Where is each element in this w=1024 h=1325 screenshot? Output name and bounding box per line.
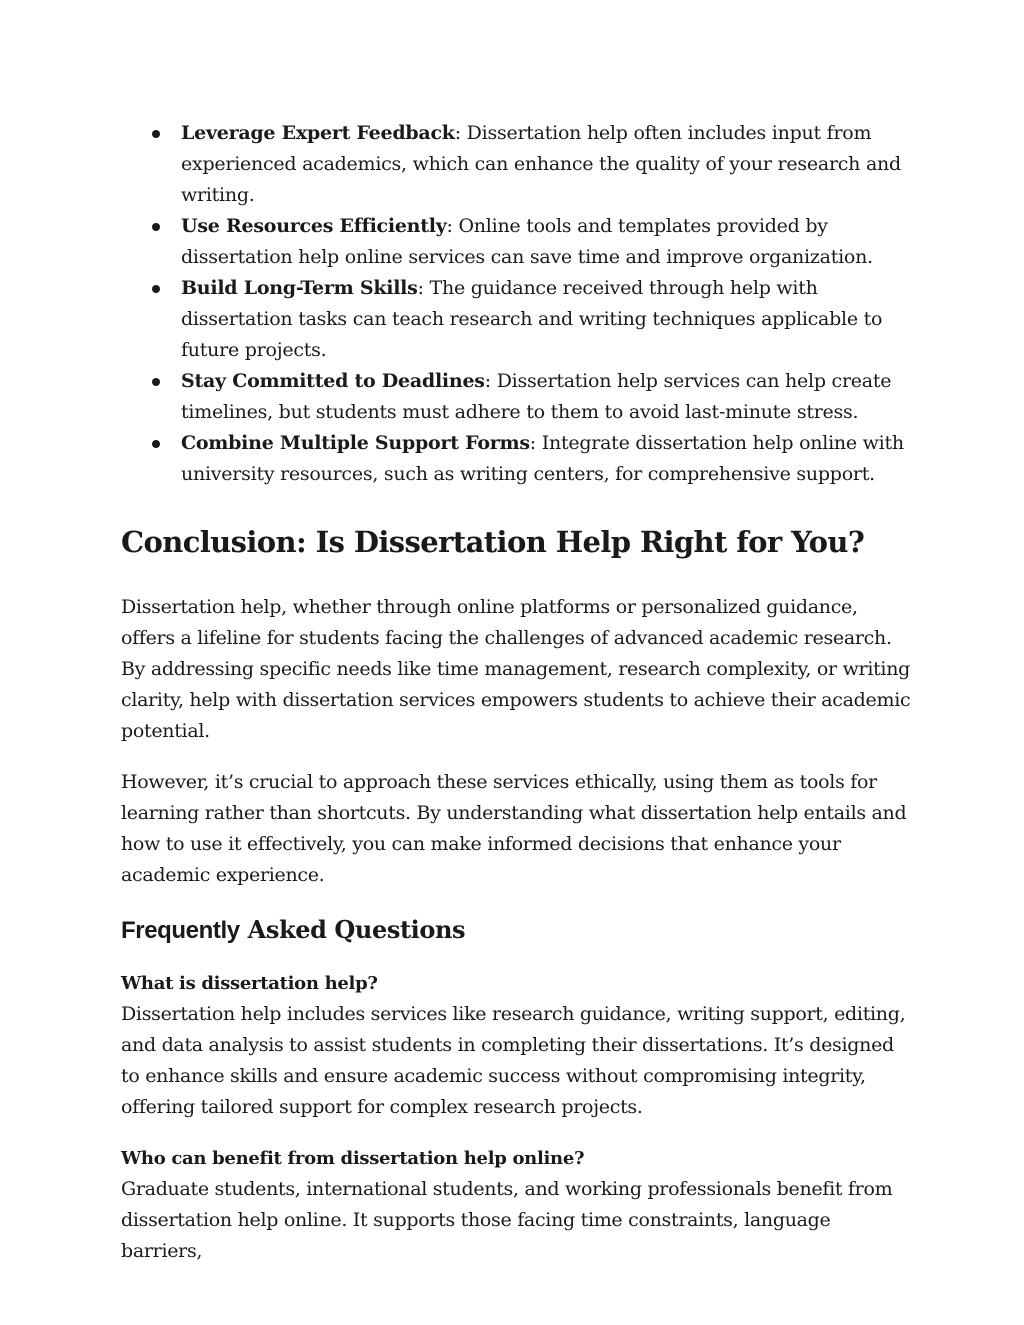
tip-title: Leverage Expert Feedback	[181, 122, 455, 144]
conclusion-paragraph: However, it’s crucial to approach these services ethically, using them as tools for learning rather than shortcuts. By understanding what dissertation help entails and how to use it effectively, you can make informed decisions that enhance your academic experience.	[121, 771, 907, 886]
tip-title: Stay Committed to Deadlines	[181, 370, 485, 392]
bullet-icon	[152, 440, 160, 448]
bullet-icon	[152, 285, 160, 293]
faq-item	[121, 1143, 911, 1267]
tip-title: Use Resources Efficiently	[181, 215, 447, 237]
conclusion-heading: Conclusion: Is Dissertation Help Right for You?	[121, 525, 865, 559]
faq-question: Who can benefit from dissertation help online?	[121, 1148, 585, 1169]
faq-answer: Graduate students, international students, and working professionals benefit from dissertation help online. It supports those facing time constraints, language barriers,	[121, 1178, 893, 1262]
faq-heading-first-word: Frequently	[121, 917, 240, 944]
list-item	[121, 118, 911, 211]
tips-list	[121, 118, 911, 490]
tip-text: : Dissertation help services can help create timelines, but students must adhere to them to avoid last-minute stress.	[181, 370, 892, 423]
tip-title: Build Long-Term Skills	[181, 277, 418, 299]
faq-heading	[121, 913, 911, 948]
document-page	[121, 118, 911, 1267]
bullet-icon	[152, 223, 160, 231]
tip-title: Combine Multiple Support Forms	[181, 432, 530, 454]
list-item	[121, 428, 911, 490]
list-item	[121, 273, 911, 366]
faq-item	[121, 968, 911, 1123]
tip-text: : The guidance received through help with dissertation tasks can teach research and writing techniques applicable to future projects.	[181, 277, 883, 361]
tip-text: : Integrate dissertation help online with university resources, such as writing centers, for comprehensive support.	[181, 432, 904, 485]
faq-question: What is dissertation help?	[121, 973, 378, 994]
tip-text: : Dissertation help often includes input from experienced academics, which can enhance the quality of your research and writing.	[181, 122, 901, 206]
list-item	[121, 211, 911, 273]
list-item	[121, 366, 911, 428]
conclusion-paragraph: Dissertation help, whether through online platforms or personalized guidance, offers a lifeline for students facing the challenges of advanced academic research. By addressing specific needs like time management, research complexity, or writing clarity, help with dissertation services empowers students to achieve their academic potential.	[121, 596, 911, 742]
faq-heading-rest: Asked Questions	[239, 915, 466, 944]
faq-answer: Dissertation help includes services like research guidance, writing support, editing, and data analysis to assist students in completing their dissertations. It’s designed to enhance skills and ensure academic success without compromising integrity, offering tailored support for complex research projects.	[121, 1003, 906, 1118]
bullet-icon	[152, 378, 160, 386]
bullet-icon	[152, 130, 160, 138]
tip-text: : Online tools and templates provided by dissertation help online services can save time and improve organization.	[181, 215, 873, 268]
